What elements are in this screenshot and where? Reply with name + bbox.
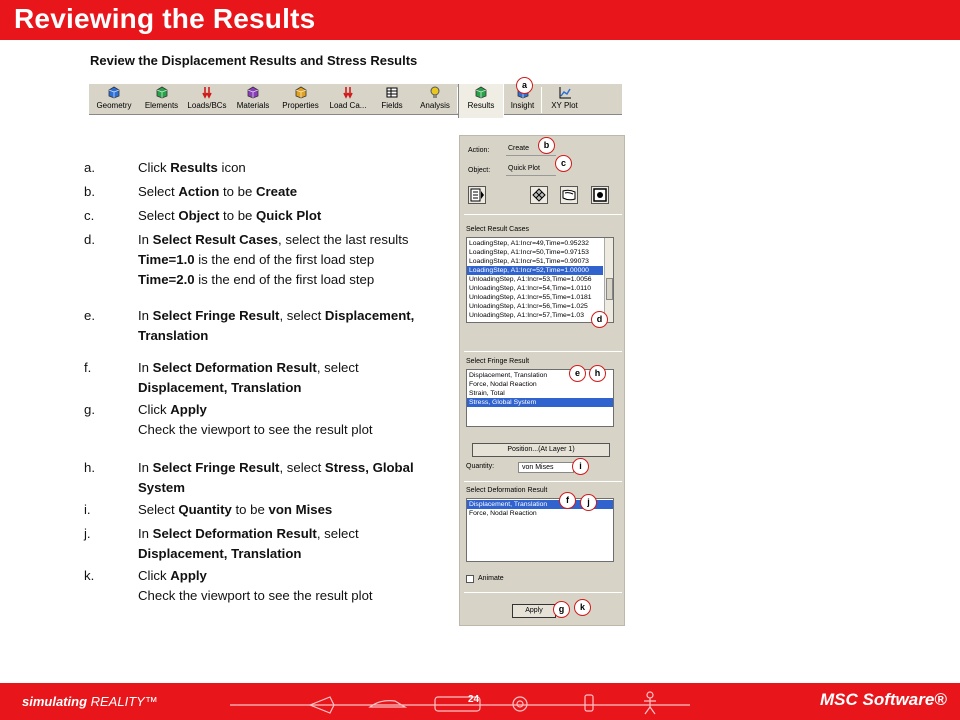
result-case-item[interactable]: LoadingStep, A1:Incr=52,Time=1.00000 (467, 266, 603, 275)
position-button[interactable]: Position...(At Layer 1) (472, 443, 610, 457)
step-item (84, 158, 434, 178)
divider (464, 214, 622, 215)
step-fragment: Click (138, 160, 171, 175)
step-text (138, 500, 434, 520)
mesh-plot-icon[interactable] (530, 186, 548, 204)
step-fragment: , select the last results (278, 232, 409, 247)
step-letter: k. (84, 568, 95, 583)
step-item (84, 182, 434, 202)
step-fragment: In (138, 232, 153, 247)
toolbar-button-label: Analysis (420, 101, 450, 110)
step-emphasis: Object (178, 208, 220, 223)
step-letter: j. (84, 526, 91, 541)
step-fragment: , select (316, 360, 359, 375)
step-text (138, 458, 434, 498)
deformation-result-title: Select Deformation Result (466, 487, 548, 494)
callout-c: c (555, 155, 572, 172)
toolbar-button-label: Geometry (96, 101, 132, 110)
quantity-select[interactable]: von Mises (518, 462, 574, 473)
step-emphasis: Select Deformation Result (152, 526, 317, 541)
divider (464, 481, 622, 482)
toolbar-materials-button[interactable] (230, 84, 276, 114)
divider (464, 351, 622, 352)
callout-h: h (589, 365, 606, 382)
step-emphasis: Displacement, Translation (138, 308, 415, 343)
step-emphasis: Action (178, 184, 220, 199)
step-item (84, 458, 434, 498)
callout-e: e (569, 365, 586, 382)
toolbar-button-label: Properties (282, 101, 319, 110)
toolbar-button-label: Loads/BCs (187, 101, 227, 110)
step-emphasis: Time=1.0 (138, 252, 195, 267)
action-label: Action: (468, 147, 490, 154)
footer-bar (0, 683, 960, 720)
toolbar-fields-button[interactable] (371, 84, 413, 114)
step-fragment: is the end of the first load step (194, 272, 375, 287)
object-label: Object: (468, 167, 491, 174)
main-toolbar (89, 83, 622, 115)
animate-label: Animate (478, 575, 504, 582)
toolbar-button-label: Load Ca... (329, 101, 367, 110)
step-fragment: , select (279, 308, 325, 323)
step-letter: a. (84, 160, 95, 175)
step-emphasis: Quantity (178, 502, 232, 517)
slide-subtitle: Review the Displacement Results and Stress Results (90, 53, 418, 68)
toolbar-load-ca-button[interactable] (325, 84, 371, 114)
step-fragment: In (138, 526, 153, 541)
deformation-result-item[interactable]: Force, Nodal Reaction (469, 510, 537, 517)
toolbar-button-label: Insight (510, 101, 535, 110)
toolbar-button-label: Results (467, 101, 495, 110)
fringe-result-title: Select Fringe Result (466, 358, 530, 365)
step-item (84, 400, 434, 440)
callout-j: j (580, 494, 597, 511)
analysis-bulb-icon (428, 86, 442, 99)
callout-k: k (574, 599, 591, 616)
step-text (138, 158, 434, 178)
step-letter: g. (84, 402, 95, 417)
step-emphasis: Time=2.0 (138, 272, 195, 287)
scroll-thumb[interactable] (606, 278, 613, 300)
toolbar-results-button[interactable] (458, 84, 504, 118)
step-emphasis: Apply (170, 402, 207, 417)
step-emphasis: Results (170, 160, 218, 175)
step-fragment: to be (231, 502, 269, 517)
page-number: 24 (468, 694, 480, 705)
toolbar-geometry-button[interactable] (89, 84, 139, 114)
step-emphasis: Create (256, 184, 298, 199)
results-cube-icon (474, 86, 488, 99)
elements-cube-icon (155, 86, 169, 99)
step-emphasis: Displacement, Translation (138, 380, 302, 395)
toolbar-properties-button[interactable] (276, 84, 325, 114)
step-item (84, 306, 434, 346)
animate-frame-icon[interactable] (591, 186, 609, 204)
result-case-item[interactable]: UnloadingStep, A1:Incr=55,Time=1.0181 (469, 294, 592, 301)
materials-cube-icon (246, 86, 260, 99)
step-letter: b. (84, 184, 95, 199)
step-fragment: In (138, 360, 153, 375)
step-emphasis: Select Fringe Result (152, 460, 280, 475)
step-emphasis: Select Result Cases (152, 232, 279, 247)
step-emphasis: Displacement, Translation (138, 546, 302, 561)
quantity-label: Quantity: (466, 463, 495, 470)
result-cases-title: Select Result Cases (466, 226, 530, 233)
properties-cube-icon (294, 86, 308, 99)
brand-rest: REALITY™ (87, 694, 158, 709)
step-emphasis: Quick Plot (256, 208, 322, 223)
step-text (138, 206, 434, 226)
callout-a: a (516, 77, 533, 94)
step-emphasis: Select Deformation Result (152, 360, 317, 375)
step-fragment: to be (219, 184, 257, 199)
step-fragment: icon (217, 160, 246, 175)
step-item (84, 566, 434, 606)
step-text (138, 182, 434, 202)
step-item (84, 524, 434, 564)
step-fragment: is the end of the first load step (194, 252, 375, 267)
step-letter: i. (84, 502, 91, 517)
deform-plot-icon[interactable] (560, 186, 578, 204)
apply-button[interactable]: Apply (512, 604, 556, 618)
step-subline (138, 250, 434, 270)
action-select[interactable]: Create (506, 145, 556, 156)
toolbar-xy-plot-button[interactable] (542, 84, 587, 114)
brand-tagline (22, 694, 158, 709)
step-item (84, 206, 434, 226)
plot-list-icon[interactable] (468, 186, 486, 204)
result-case-item[interactable]: UnloadingStep, A1:Incr=53,Time=1.0056 (469, 276, 592, 283)
fringe-result-item[interactable]: Displacement, Translation (469, 372, 548, 379)
step-letter: f. (84, 360, 92, 375)
result-case-item[interactable]: LoadingStep, A1:Incr=50,Time=0.97153 (469, 249, 589, 256)
step-fragment: In (138, 460, 153, 475)
footer-illustration-icons (230, 687, 690, 717)
step-emphasis: Apply (170, 568, 207, 583)
result-cases-scrollbar[interactable] (604, 238, 613, 322)
xy-plot-icon (558, 86, 572, 99)
result-cases-list[interactable] (466, 237, 614, 323)
step-fragment: Select (138, 184, 179, 199)
step-text (138, 566, 434, 606)
toolbar-button-label: XY Plot (551, 101, 578, 110)
result-case-item[interactable]: UnloadingStep, A1:Incr=57,Time=1.03 (469, 312, 584, 319)
step-fragment: Select (138, 502, 179, 517)
step-item (84, 230, 434, 290)
step-fragment: , select (316, 526, 359, 541)
object-select[interactable]: Quick Plot (506, 165, 556, 176)
step-letter: c. (84, 208, 95, 223)
callout-f: f (559, 492, 576, 509)
step-fragment: to be (219, 208, 257, 223)
step-fragment: , select (279, 460, 325, 475)
fringe-result-item[interactable]: Stress, Global System (467, 398, 613, 407)
toolbar-button-label: Materials (236, 101, 270, 110)
result-case-item[interactable]: LoadingStep, A1:Incr=51,Time=0.99073 (469, 258, 589, 265)
step-text (138, 230, 434, 290)
slide-title: Reviewing the Results (14, 3, 316, 34)
result-case-item[interactable]: UnloadingStep, A1:Incr=54,Time=1.0110 (469, 285, 592, 292)
toolbar-button-label: Fields (381, 101, 403, 110)
step-text (138, 306, 434, 346)
toolbar-analysis-button[interactable] (413, 84, 457, 114)
step-fragment: Select (138, 208, 179, 223)
load-cases-arrows-icon (341, 86, 355, 99)
geometry-cube-icon (107, 86, 121, 99)
divider (464, 592, 622, 593)
step-text (138, 358, 434, 398)
step-subline (138, 270, 434, 290)
callout-i: i (572, 458, 589, 475)
step-subline (138, 420, 434, 440)
step-item (84, 358, 434, 398)
step-text (138, 400, 434, 440)
callout-b: b (538, 137, 555, 154)
animate-checkbox[interactable] (466, 575, 474, 583)
step-emphasis: Select Fringe Result (152, 308, 280, 323)
step-subline (138, 586, 434, 606)
step-fragment: Click (138, 402, 171, 417)
result-case-item[interactable]: UnloadingStep, A1:Incr=56,Time=1.025 (469, 303, 588, 310)
deformation-result-item[interactable]: Displacement, Translation (467, 500, 613, 509)
step-fragment: Check the viewport to see the result plot (138, 422, 373, 437)
step-item (84, 500, 434, 520)
result-case-item[interactable]: LoadingStep, A1:Incr=49,Time=0.95232 (469, 240, 589, 247)
step-letter: h. (84, 460, 95, 475)
toolbar-loads-bcs-button[interactable] (184, 84, 230, 114)
step-text (138, 524, 434, 564)
fringe-result-item[interactable]: Force, Nodal Reaction (469, 381, 537, 388)
toolbar-elements-button[interactable] (139, 84, 184, 114)
step-fragment: Click (138, 568, 171, 583)
brand-bold: simulating (22, 694, 88, 709)
fields-grid-icon (385, 86, 399, 99)
fringe-result-item[interactable]: Strain, Total (469, 390, 505, 397)
step-letter: d. (84, 232, 95, 247)
step-fragment: Check the viewport to see the result plot (138, 588, 373, 603)
toolbar-button-label: Elements (144, 101, 179, 110)
msc-software-logo: MSC Software® (820, 690, 947, 709)
step-emphasis: Stress, Global System (138, 460, 414, 495)
step-letter: e. (84, 308, 95, 323)
step-emphasis: von Mises (268, 502, 333, 517)
title-bar (0, 0, 960, 40)
loads-arrows-icon (200, 86, 214, 99)
callout-g: g (553, 601, 570, 618)
step-fragment: In (138, 308, 153, 323)
callout-d: d (591, 311, 608, 328)
